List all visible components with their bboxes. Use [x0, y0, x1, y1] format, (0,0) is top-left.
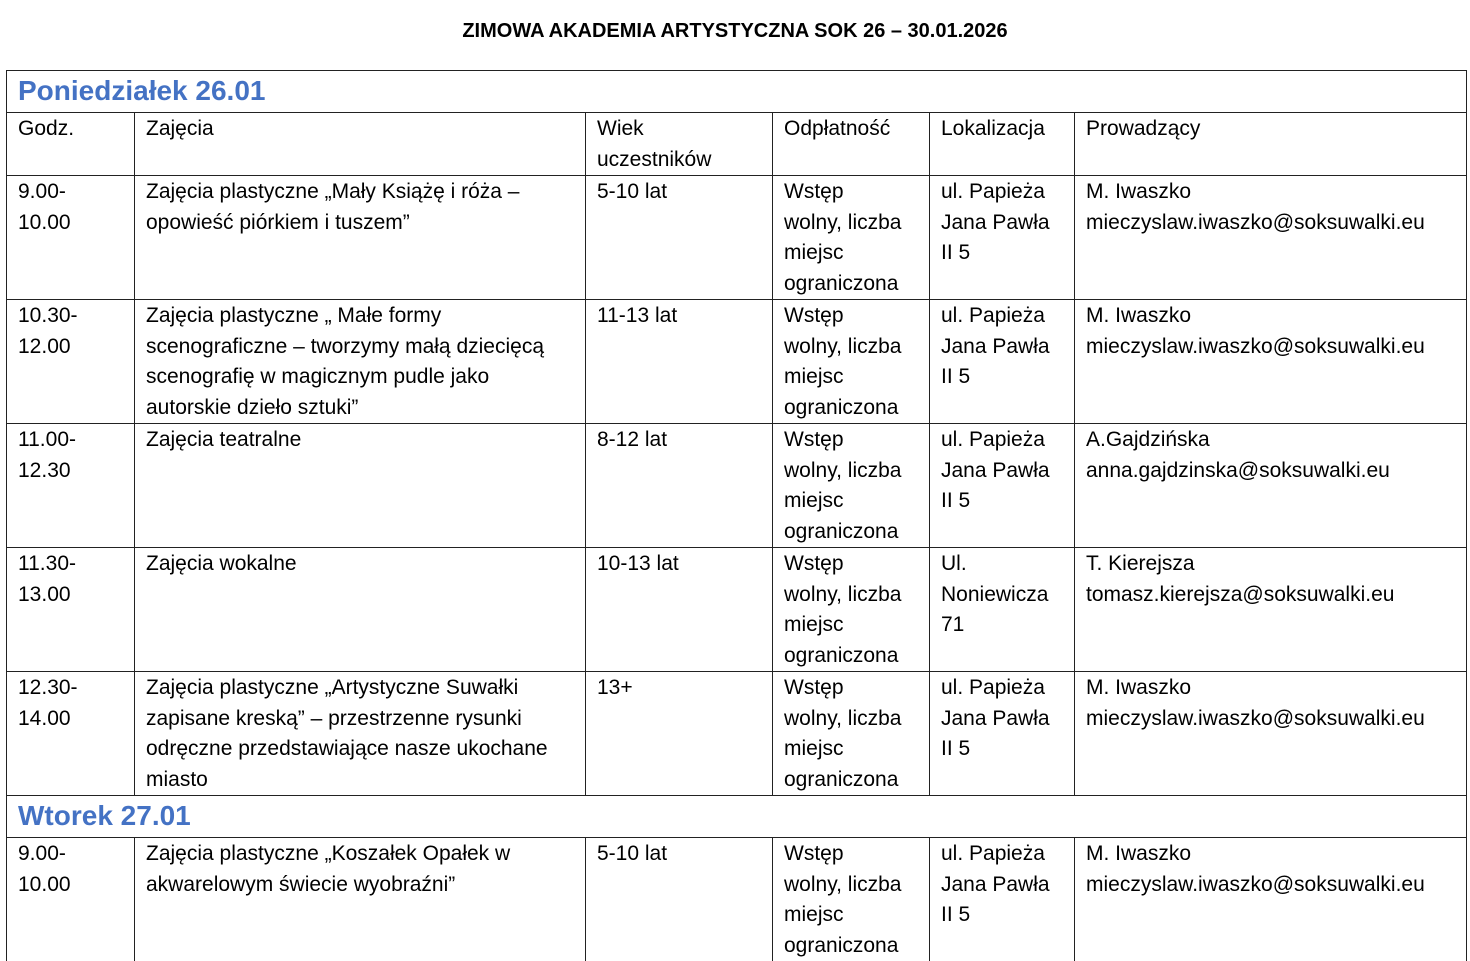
fee-text: miejsc: [784, 610, 919, 641]
location-text: Noniewicza: [941, 580, 1064, 611]
activity-text: Zajęcia teatralne: [146, 425, 575, 456]
instructor-name: A.Gajdzińska: [1086, 425, 1456, 456]
hour-cell: [7, 838, 135, 961]
activity-text: miasto: [146, 765, 575, 796]
location-cell: [930, 672, 1075, 796]
fee-text: Wstęp: [784, 425, 919, 456]
instructor-email: mieczyslaw.iwaszko@soksuwalki.eu: [1086, 208, 1456, 239]
location-text: II 5: [941, 486, 1064, 517]
location-cell: [930, 424, 1075, 548]
instructor-cell: [1075, 672, 1467, 796]
hour-text: 11.30-: [18, 549, 124, 580]
activity-text: Zajęcia plastyczne „Mały Książę i róża –: [146, 177, 575, 208]
location-cell: [930, 838, 1075, 961]
fee-cell: [773, 548, 930, 672]
table-row: [7, 838, 1467, 961]
activity-text: scenograficzne – tworzymy małą dziecięcą: [146, 332, 575, 363]
day-header-row: [7, 71, 1467, 113]
location-cell: [930, 176, 1075, 300]
activity-text: scenografię w magicznym pudle jako: [146, 362, 575, 393]
hour-text: 9.00-: [18, 177, 124, 208]
instructor-name: M. Iwaszko: [1086, 673, 1456, 704]
hour-text: 12.00: [18, 332, 124, 363]
table-row: [7, 300, 1467, 424]
activity-text: Zajęcia plastyczne „Artystyczne Suwałki: [146, 673, 575, 704]
day-heading: Poniedziałek 26.01: [7, 71, 1467, 113]
age-cell: [586, 838, 773, 961]
hour-text: 12.30: [18, 456, 124, 487]
fee-text: ograniczona: [784, 269, 919, 300]
fee-text: wolny, liczba: [784, 208, 919, 239]
activity-cell: [135, 176, 586, 300]
location-text: 71: [941, 610, 1064, 641]
activity-text: odręczne przedstawiające nasze ukochane: [146, 734, 575, 765]
activity-text: opowieść piórkiem i tuszem”: [146, 208, 575, 239]
fee-text: ograniczona: [784, 517, 919, 548]
day-header-row: [7, 796, 1467, 838]
location-text: Jana Pawła: [941, 332, 1064, 363]
header-hour: [7, 113, 135, 176]
age-cell: [586, 300, 773, 424]
location-cell: [930, 300, 1075, 424]
age-cell: [586, 424, 773, 548]
instructor-name: M. Iwaszko: [1086, 301, 1456, 332]
header-location: [930, 113, 1075, 176]
fee-text: miejsc: [784, 486, 919, 517]
activity-text: zapisane kreską” – przestrzenne rysunki: [146, 704, 575, 735]
instructor-email: mieczyslaw.iwaszko@soksuwalki.eu: [1086, 870, 1456, 901]
hour-cell: [7, 424, 135, 548]
instructor-cell: [1075, 548, 1467, 672]
hour-cell: [7, 176, 135, 300]
age-cell: [586, 548, 773, 672]
hour-cell: [7, 672, 135, 796]
age-cell: [586, 176, 773, 300]
table-row: [7, 672, 1467, 796]
header-label: Wiek: [597, 114, 762, 145]
column-header-row: [7, 113, 1467, 176]
header-fee: [773, 113, 930, 176]
activity-text: Zajęcia wokalne: [146, 549, 575, 580]
instructor-email: anna.gajdzinska@soksuwalki.eu: [1086, 456, 1456, 487]
activity-text: akwarelowym świecie wyobraźni”: [146, 870, 575, 901]
age-text: 5-10 lat: [597, 177, 762, 208]
fee-text: wolny, liczba: [784, 456, 919, 487]
fee-cell: [773, 838, 930, 961]
location-text: II 5: [941, 238, 1064, 269]
age-text: 13+: [597, 673, 762, 704]
fee-text: miejsc: [784, 238, 919, 269]
location-text: ul. Papieża: [941, 177, 1064, 208]
hour-text: 13.00: [18, 580, 124, 611]
activity-cell: [135, 672, 586, 796]
hour-text: 10.30-: [18, 301, 124, 332]
schedule-table: [6, 70, 1467, 961]
hour-text: 14.00: [18, 704, 124, 735]
instructor-name: T. Kierejsza: [1086, 549, 1456, 580]
hour-cell: [7, 548, 135, 672]
fee-text: ograniczona: [784, 393, 919, 424]
instructor-cell: [1075, 300, 1467, 424]
age-text: 5-10 lat: [597, 839, 762, 870]
table-row: [7, 548, 1467, 672]
location-text: II 5: [941, 734, 1064, 765]
table-row: [7, 424, 1467, 548]
header-label: Zajęcia: [146, 114, 575, 145]
location-text: II 5: [941, 362, 1064, 393]
header-instructor: [1075, 113, 1467, 176]
fee-text: Wstęp: [784, 301, 919, 332]
fee-text: ograniczona: [784, 931, 919, 961]
fee-text: miejsc: [784, 900, 919, 931]
fee-text: Wstęp: [784, 177, 919, 208]
activity-cell: [135, 424, 586, 548]
hour-text: 11.00-: [18, 425, 124, 456]
header-label: Prowadzący: [1086, 114, 1456, 145]
location-text: II 5: [941, 900, 1064, 931]
fee-text: wolny, liczba: [784, 704, 919, 735]
location-text: ul. Papieża: [941, 425, 1064, 456]
header-label: uczestników: [597, 145, 762, 176]
location-text: ul. Papieża: [941, 673, 1064, 704]
fee-cell: [773, 300, 930, 424]
fee-text: miejsc: [784, 362, 919, 393]
hour-text: 9.00-: [18, 839, 124, 870]
day-heading: Wtorek 27.01: [7, 796, 1467, 838]
age-text: 10-13 lat: [597, 549, 762, 580]
activity-cell: [135, 838, 586, 961]
activity-text: Zajęcia plastyczne „ Małe formy: [146, 301, 575, 332]
instructor-cell: [1075, 176, 1467, 300]
fee-text: Wstęp: [784, 673, 919, 704]
location-text: ul. Papieża: [941, 839, 1064, 870]
activity-cell: [135, 548, 586, 672]
instructor-email: mieczyslaw.iwaszko@soksuwalki.eu: [1086, 704, 1456, 735]
fee-text: wolny, liczba: [784, 580, 919, 611]
location-text: Jana Pawła: [941, 704, 1064, 735]
hour-text: 10.00: [18, 208, 124, 239]
location-text: Jana Pawła: [941, 456, 1064, 487]
header-label: Lokalizacja: [941, 114, 1064, 145]
header-age: [586, 113, 773, 176]
fee-text: Wstęp: [784, 839, 919, 870]
fee-text: ograniczona: [784, 641, 919, 672]
activity-cell: [135, 300, 586, 424]
header-activity: [135, 113, 586, 176]
header-label: Odpłatność: [784, 114, 919, 145]
fee-cell: [773, 424, 930, 548]
instructor-cell: [1075, 424, 1467, 548]
hour-cell: [7, 300, 135, 424]
location-text: Jana Pawła: [941, 870, 1064, 901]
instructor-name: M. Iwaszko: [1086, 177, 1456, 208]
activity-text: autorskie dzieło sztuki”: [146, 393, 575, 424]
age-text: 11-13 lat: [597, 301, 762, 332]
instructor-name: M. Iwaszko: [1086, 839, 1456, 870]
fee-cell: [773, 176, 930, 300]
age-text: 8-12 lat: [597, 425, 762, 456]
table-row: [7, 176, 1467, 300]
location-text: ul. Papieża: [941, 301, 1064, 332]
instructor-email: mieczyslaw.iwaszko@soksuwalki.eu: [1086, 332, 1456, 363]
fee-text: Wstęp: [784, 549, 919, 580]
header-label: Godz.: [18, 114, 124, 145]
hour-text: 12.30-: [18, 673, 124, 704]
age-cell: [586, 672, 773, 796]
fee-cell: [773, 672, 930, 796]
fee-text: miejsc: [784, 734, 919, 765]
page-title: ZIMOWA AKADEMIA ARTYSTYCZNA SOK 26 – 30.01.2026: [0, 20, 1470, 43]
hour-text: 10.00: [18, 870, 124, 901]
fee-text: wolny, liczba: [784, 332, 919, 363]
activity-text: Zajęcia plastyczne „Koszałek Opałek w: [146, 839, 575, 870]
location-text: Ul.: [941, 549, 1064, 580]
fee-text: wolny, liczba: [784, 870, 919, 901]
location-cell: [930, 548, 1075, 672]
instructor-cell: [1075, 838, 1467, 961]
location-text: Jana Pawła: [941, 208, 1064, 239]
fee-text: ograniczona: [784, 765, 919, 796]
instructor-email: tomasz.kierejsza@soksuwalki.eu: [1086, 580, 1456, 611]
